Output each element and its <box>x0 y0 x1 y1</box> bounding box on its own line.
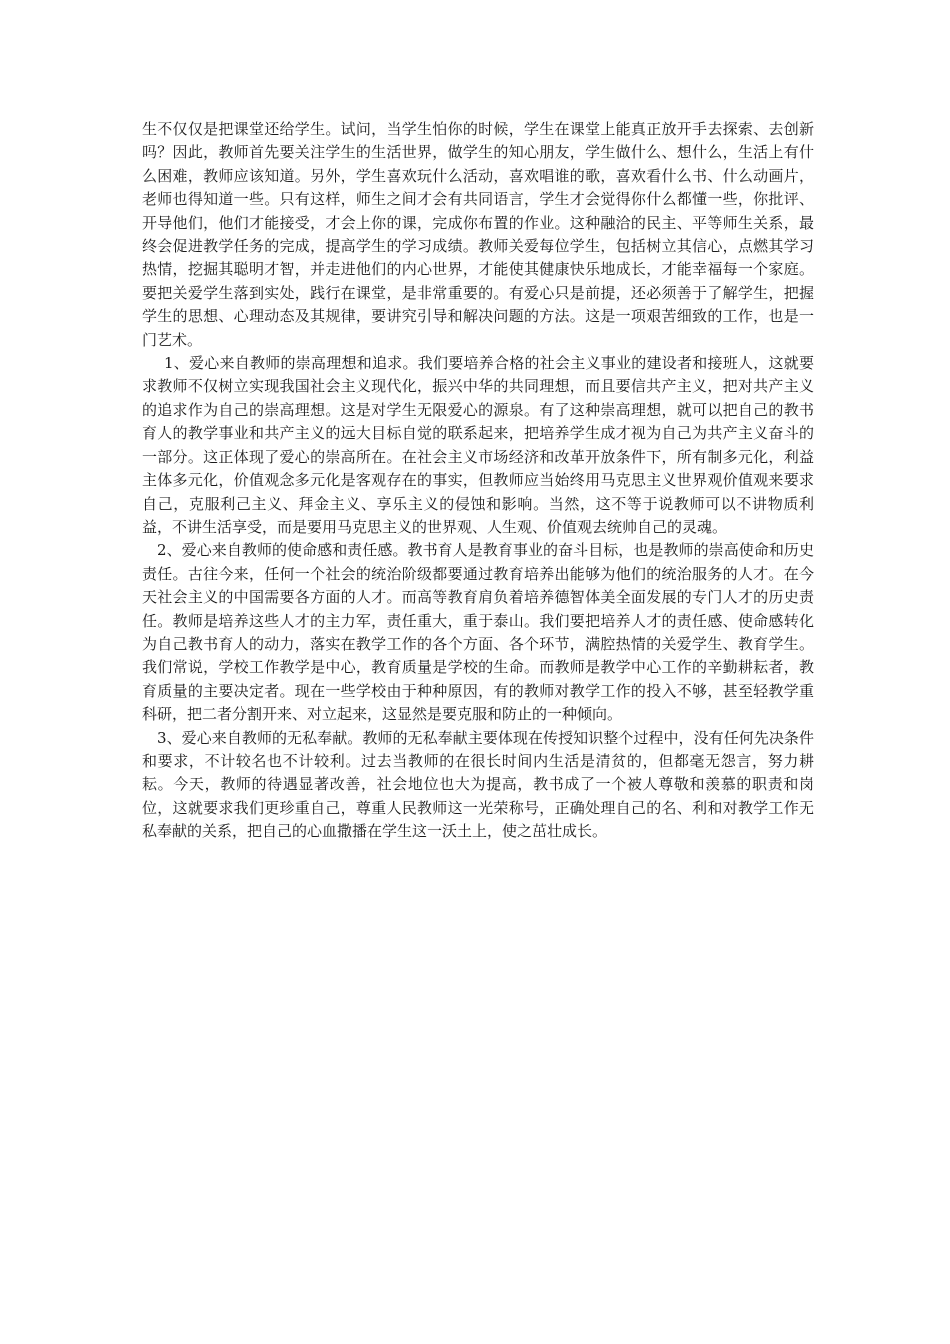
paragraph-point-2: 2、爱心来自教师的使命感和责任感。教书育人是教育事业的奋斗目标，也是教师的崇高使命和历史责任。古往今来，任何一个社会的统治阶级都要通过教育培养出能够为他们的统治服务的人才。在今天社会主义的中国需要各方面的人才。而高等教育肩负着培养德智体美全面发展的专门人才的历史责任。教师是培养这些人才的主力军，责任重大，重于泰山。我们要把培养人才的责任感、使命感转化为自己教书育人的动力，落实在教学工作的各个方面、各个环节，满腔热情的关爱学生、教育学生。我们常说，学校工作教学是中心，教育质量是学校的生命。而教师是教学中心工作的辛勤耕耘者，教育质量的主要决定者。现在一些学校由于种种原因，有的教师对教学工作的投入不够，甚至轻教学重科研，把二者分割开来、对立起来，这显然是要克服和防止的一种倾向。 <box>142 541 814 724</box>
paragraph-intro: 生不仅仅是把课堂还给学生。试问，当学生怕你的时候，学生在课堂上能真正放开手去探索、去创新吗？因此，教师首先要关注学生的生活世界，做学生的知心朋友，学生做什么、想什么，生活上有什么困难，教师应该知道。另外，学生喜欢玩什么活动，喜欢唱谁的歌，喜欢看什么书、什么动画片，老师也得知道一些。只有这样，师生之间才会有共同语言，学生才会觉得你什么都懂一些，你批评、开导他们，他们才能接受，才会上你的课，完成你布置的作业。这种融洽的民主、平等师生关系，最终会促进教学任务的完成，提高学生的学习成绩。教师关爱每位学生，包括树立其信心，点燃其学习热情，挖掘其聪明才智，并走进他们的内心世界，才能使其健康快乐地成长，才能幸福每一个家庭。要把关爱学生落到实处，践行在课堂，是非常重要的。有爱心只是前提，还必须善于了解学生，把握学生的思想、心理动态及其规律，要讲究引导和解决问题的方法。这是一项艰苦细致的工作，也是一门艺术。 <box>142 120 814 349</box>
paragraph-point-1: 1、爱心来自教师的崇高理想和追求。我们要培养合格的社会主义事业的建设者和接班人，这就要求教师不仅树立实现我国社会主义现代化，振兴中华的共同理想，而且要信共产主义，把对共产主义的追求作为自己的崇高理想。这是对学生无限爱心的源泉。有了这种崇高理想，就可以把自己的教书育人的教学事业和共产主义的远大目标自觉的联系起来，把培养学生成才视为自己为共产主义奋斗的一部分。这正体现了爱心的崇高所在。在社会主义市场经济和改革开放条件下，所有制多元化，利益主体多元化，价值观念多元化是客观存在的事实，但教师应当始终用马克思主义世界观价值观来要求自己，克服利己主义、拜金主义、享乐主义的侵蚀和影响。当然，这不等于说教师可以不讲物质利益，不讲生活享受，而是要用马克思主义的世界观、人生观、价值观去统帅自己的灵魂。 <box>142 354 814 536</box>
document-body <box>142 118 814 844</box>
paragraph-point-3: 3、爱心来自教师的无私奉献。教师的无私奉献主要体现在传授知识整个过程中，没有任何先决条件和要求，不计较名也不计较利。过去当教师的在很长时间内生活是清贫的，但都毫无怨言，努力耕耘。今天，教师的待遇显著改善，社会地位也大为提高，教书成了一个被人尊敬和羡慕的职责和岗位，这就要求我们更珍重自己，尊重人民教师这一光荣称号，正确处理自己的名、利和对教学工作无私奉献的关系，把自己的心血撒播在学生这一沃土上，使之茁壮成长。 <box>142 728 814 841</box>
